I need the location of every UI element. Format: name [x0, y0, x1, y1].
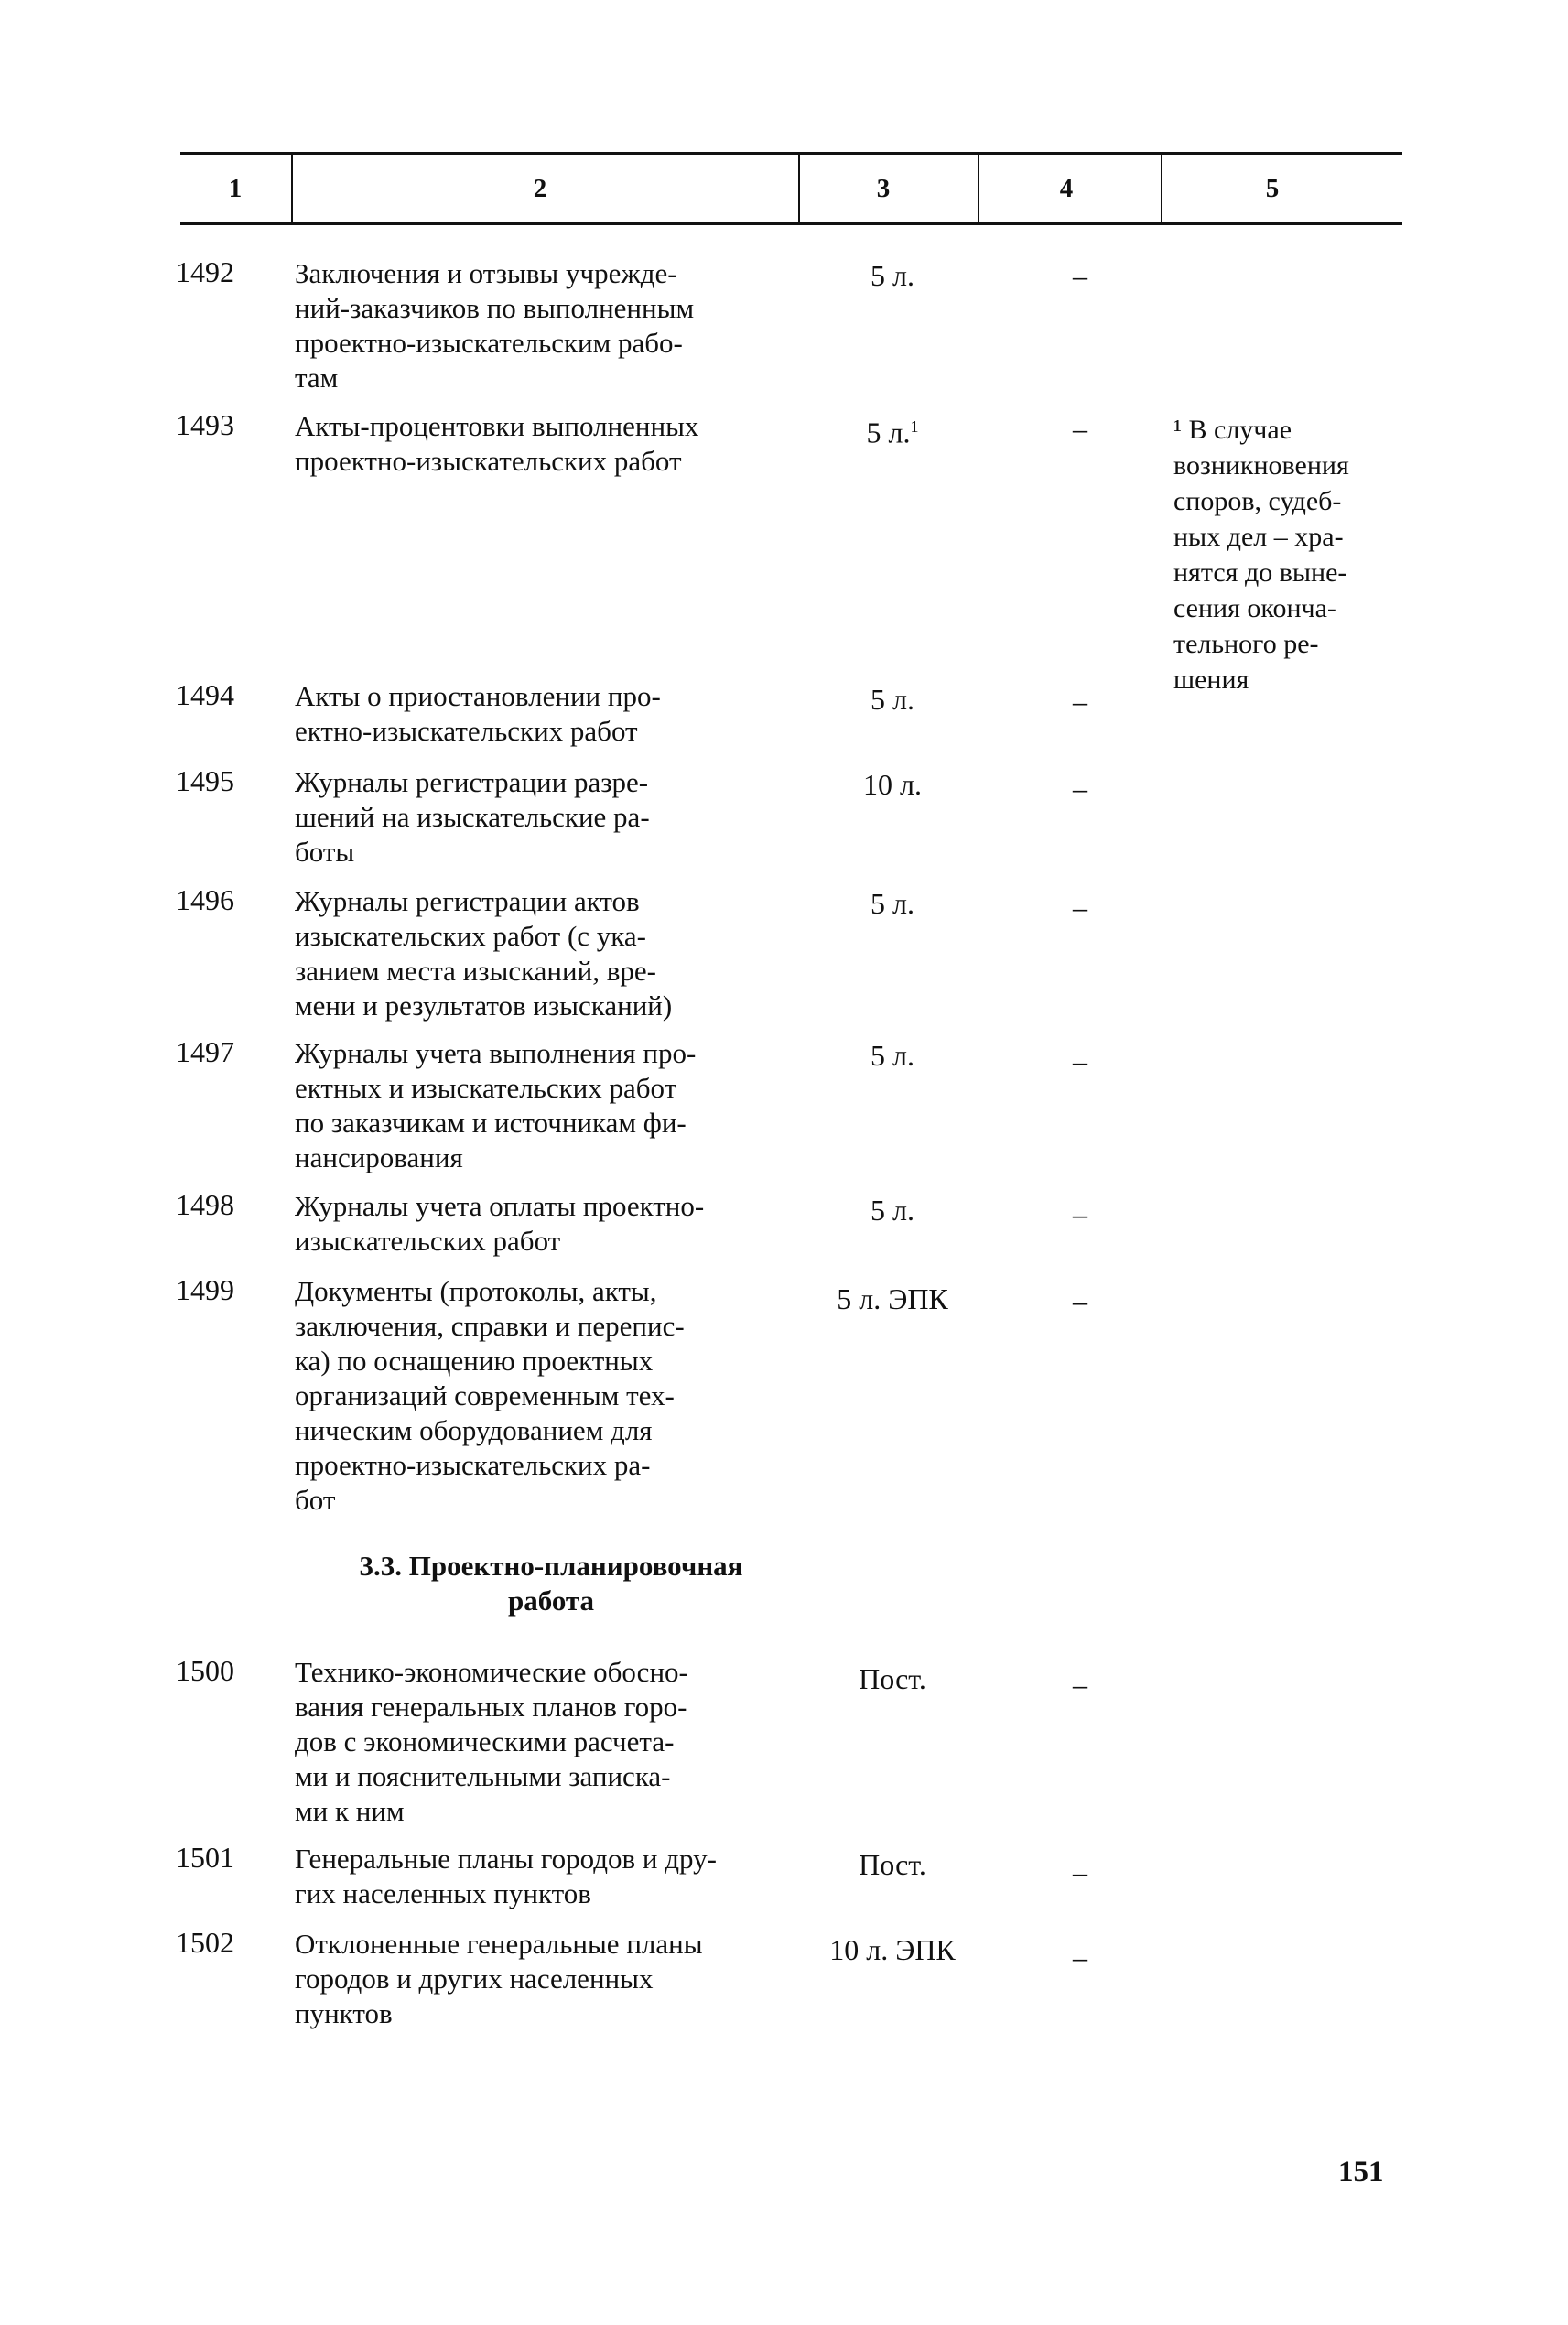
header-col-2: 2	[533, 174, 547, 203]
article-number: 1500	[176, 1654, 234, 1687]
column-4-mark: –	[1073, 1044, 1087, 1077]
retention-term: 5 л.	[871, 683, 914, 716]
footnote-marker: 1	[910, 417, 919, 436]
retention-term: 5 л.	[871, 887, 914, 920]
column-4-mark: –	[1073, 891, 1087, 924]
column-4-mark: –	[1073, 1197, 1087, 1230]
header-top-rule	[180, 152, 1402, 155]
article-description: Технико-экономические обосно- вания генеральных планов горо- дов с экономическими расчета- ми и пояснительными записка- ми к ним	[295, 1656, 688, 1827]
header-col-3: 3	[876, 174, 891, 203]
footnote-remark: ¹ В случае возникновения споров, судеб- ных дел – хра- нятся до выне- сения оконча- тельного ре- шения	[1173, 415, 1349, 695]
retention-term: 10 л.	[863, 768, 922, 801]
retention-term-text: 5 л.	[866, 416, 911, 449]
article-description: Генеральные планы городов и дру- гих населенных пунктов	[295, 1843, 717, 1909]
retention-term: Пост.	[859, 1848, 926, 1881]
article-number: 1494	[176, 678, 234, 711]
article-number: 1502	[176, 1926, 234, 1959]
article-description: Журналы учета оплаты проектно- изыскательских работ	[295, 1190, 705, 1257]
article-description: Журналы регистрации разре- шений на изыскательские ра- боты	[295, 766, 650, 868]
section-title: 3.3. Проектно-планировочная работа	[359, 1550, 743, 1617]
article-description: Журналы регистрации актов изыскательских работ (с ука- занием места изысканий, вре- мени и результатов изысканий)	[295, 885, 673, 1022]
article-number: 1496	[176, 883, 234, 916]
article-description: Документы (протоколы, акты, заключения, справки и перепис- ка) по оснащению проектных организаций современным тех- ническим оборудованием для проектно-изыскательских ра- бот	[295, 1275, 685, 1516]
header-divider	[798, 154, 800, 225]
retention-term: 10 л. ЭПК	[829, 1933, 956, 1966]
header-col-5: 5	[1265, 174, 1280, 203]
header-divider	[1161, 154, 1162, 225]
article-description: Акты-процентовки выполненных проектно-изыскательских работ	[295, 410, 699, 477]
article-number: 1492	[176, 255, 234, 288]
column-4-mark: –	[1073, 772, 1087, 805]
article-description: Отклоненные генеральные планы городов и других населенных пунктов	[295, 1928, 703, 2029]
column-4-mark: –	[1073, 1855, 1087, 1888]
article-number: 1495	[176, 764, 234, 797]
article-number: 1498	[176, 1188, 234, 1221]
article-number: 1493	[176, 408, 234, 441]
header-divider	[291, 154, 293, 225]
header-col-4: 4	[1059, 174, 1074, 203]
retention-term: 5 л.	[871, 1039, 914, 1072]
column-4-mark: –	[1073, 412, 1087, 445]
retention-term: 5 л.	[871, 1194, 914, 1227]
article-description: Акты о приостановлении про- ектно-изыскательских работ	[295, 680, 661, 747]
retention-term: 5 л. ЭПК	[837, 1282, 948, 1315]
column-4-mark: –	[1073, 1941, 1087, 1974]
retention-term	[787, 409, 998, 450]
article-number: 1501	[176, 1841, 234, 1874]
article-description: Заключения и отзывы учрежде- ний-заказчиков по выполненным проектно-изыскательским рабо- там	[295, 257, 695, 394]
header-divider	[978, 154, 979, 225]
page-number: 151	[1338, 2156, 1384, 2189]
article-number: 1497	[176, 1035, 234, 1068]
retention-term: 5 л.	[871, 259, 914, 292]
column-4-mark: –	[1073, 259, 1087, 292]
column-4-mark: –	[1073, 1284, 1087, 1317]
header-col-1: 1	[228, 174, 243, 203]
column-4-mark: –	[1073, 685, 1087, 718]
retention-term: Пост.	[859, 1662, 926, 1695]
article-number: 1499	[176, 1273, 234, 1306]
article-description: Журналы учета выполнения про- ектных и изыскательских работ по заказчикам и источникам фи- нансирования	[295, 1037, 697, 1173]
column-4-mark: –	[1073, 1668, 1087, 1701]
header-bottom-rule	[180, 222, 1402, 225]
